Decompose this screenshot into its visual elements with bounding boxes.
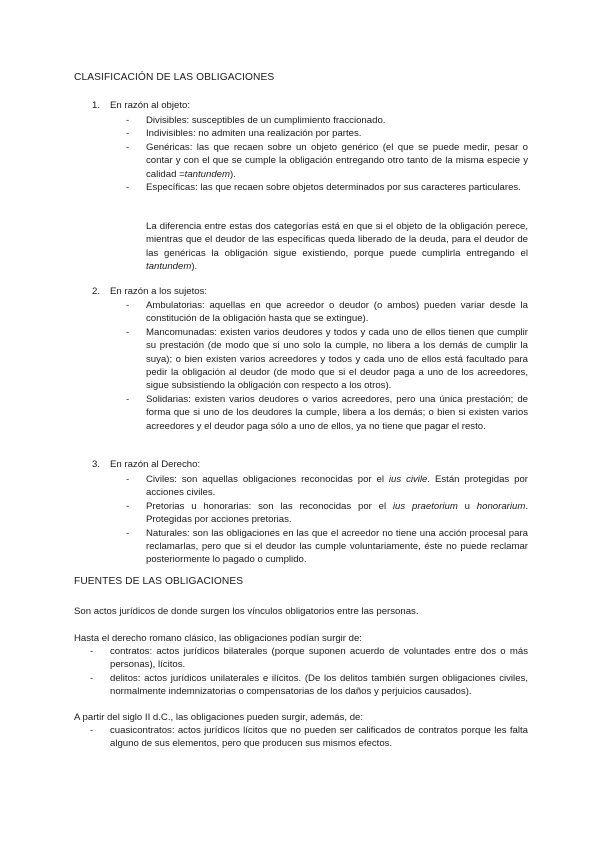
note-diferencia: La diferencia entre estas dos categorías está en que si el objeto de la obligación perece, mientras que el deudor de las específicas queda liberado de la deuda, para el deudor de las genéricas la obligación sigue existiendo, porque puede cumplirla entregando el tantundem). — [146, 221, 528, 273]
dash-marker: - — [90, 646, 94, 657]
list-item-delitos: - delitos: actos jurídicos unilaterales e ilícitos. (De los delitos también surgen obligaciones civiles, normalmente indemnizatorias o compensatorias de los daños y perjuicios causados). — [90, 672, 528, 698]
dash-marker: - — [126, 115, 130, 126]
dash-marker: - — [126, 182, 130, 194]
list-item-ambulatorias: - Ambulatorias: aquellas en que acreedor o deudor (o ambos) pueden variar desde la constitución de la obligación hasta que se extingue). — [126, 300, 528, 325]
list-item-contratos: - contratos: actos jurídicos bilaterales (porque suponen acuerdo de voluntades entre dos o más personas), lícitos. — [90, 646, 528, 671]
section-number-2: 2. — [92, 286, 101, 297]
list-derecho — [126, 473, 528, 567]
section-number-1: 1. — [92, 100, 101, 111]
list-item-divisibles: - Divisibles: susceptibles de un cumplimiento fraccionado. — [126, 115, 386, 126]
list-item-cuasicontratos: - cuasicontratos: actos jurídicos lícitos que no pueden ser calificados de contratos porque les falta alguno de sus elementos, pero que producen sus mismos efectos. — [90, 725, 528, 750]
dash-marker: - — [126, 326, 130, 338]
list-objeto — [126, 114, 528, 194]
section-title-sujetos: En razón a los sujetos: — [110, 286, 208, 297]
list-item-civiles: - Civiles: son aquellas obligaciones reconocidas por el ius civile. Están protegidas por acciones civiles. — [126, 474, 528, 499]
dash-marker: - — [126, 300, 130, 311]
paragraph-a-partir: A partir del siglo II d.C., las obligaciones pueden surgir, además, de: — [74, 712, 364, 723]
list-item-naturales: - Naturales: son las obligaciones en las que el acreedor no tiene una acción procesal para reclamarlas, pero que si el deudor las cumple voluntariamente, éste no puede reclamar posteriormente lo pagado o cumplido. — [126, 527, 528, 566]
list-item-especificas: - Específicas: las que recaen sobre objetos determinados por sus caracteres particulares. — [126, 182, 521, 194]
paragraph-hasta: Hasta el derecho romano clásico, las obligaciones podían surgir de: — [74, 633, 362, 644]
list-fuentes-clasicas — [90, 645, 528, 699]
paragraph-intro: Son actos jurídicos de donde surgen los vínculos obligatorios entre las personas. — [74, 606, 419, 617]
section-title-objeto: En razón al objeto: — [110, 100, 191, 111]
list-sujetos — [126, 299, 528, 433]
dash-marker: - — [126, 128, 130, 140]
list-fuentes-posteriores — [90, 724, 528, 751]
dash-marker: - — [90, 672, 94, 684]
section-number-3: 3. — [92, 459, 101, 470]
list-item-pretorias: - Pretorias u honorarias: son las reconocidas por el ius praetorium u honorarium. Protegidas por acciones pretorias. — [126, 500, 528, 526]
dash-marker: - — [126, 527, 130, 539]
list-item-solidarias: - Solidarias: existen varios deudores o varios acreedores, pero una única prestación; de forma que si uno de los deudores la cumple, libera a los demás; o bien si existen varios acreedores y el deudor paga sólo a uno de ellos, ya no tiene que pagar el resto. — [126, 393, 528, 432]
heading-clasificacion: CLASIFICACIÓN DE LAS OBLIGACIONES — [74, 72, 275, 83]
dash-marker: - — [126, 500, 130, 512]
section-title-derecho: En razón al Derecho: — [110, 459, 201, 470]
dash-marker: - — [126, 474, 130, 485]
dash-marker: - — [90, 725, 94, 736]
dash-marker: - — [126, 141, 130, 153]
heading-fuentes: FUENTES DE LAS OBLIGACIONES — [74, 576, 244, 587]
list-item-indivisibles: - Indivisibles: no admiten una realización por partes. — [126, 128, 362, 140]
list-item-mancomunadas: - Mancomunadas: existen varios deudores y todos y cada uno de ellos tienen que cumplir su prestación (de modo que si uno solo la cumple, no libera a los demás de cumplir la suya); o bien existen varios acreedores y todos y cada uno de ellos está facultado para pedir la obligación al deudor (de modo que si el deudor paga a uno de los acreedores, sigue subsistiendo la obligación con respecto a los otros). — [126, 326, 528, 392]
dash-marker: - — [126, 393, 130, 405]
list-item-genericas: - Genéricas: las que recaen sobre un objeto genérico (el que se puede medir, pesar o contar y con el que se cumple la obligación entregando otro tanto de la misma especie y calidad =tantundem). — [126, 141, 528, 180]
